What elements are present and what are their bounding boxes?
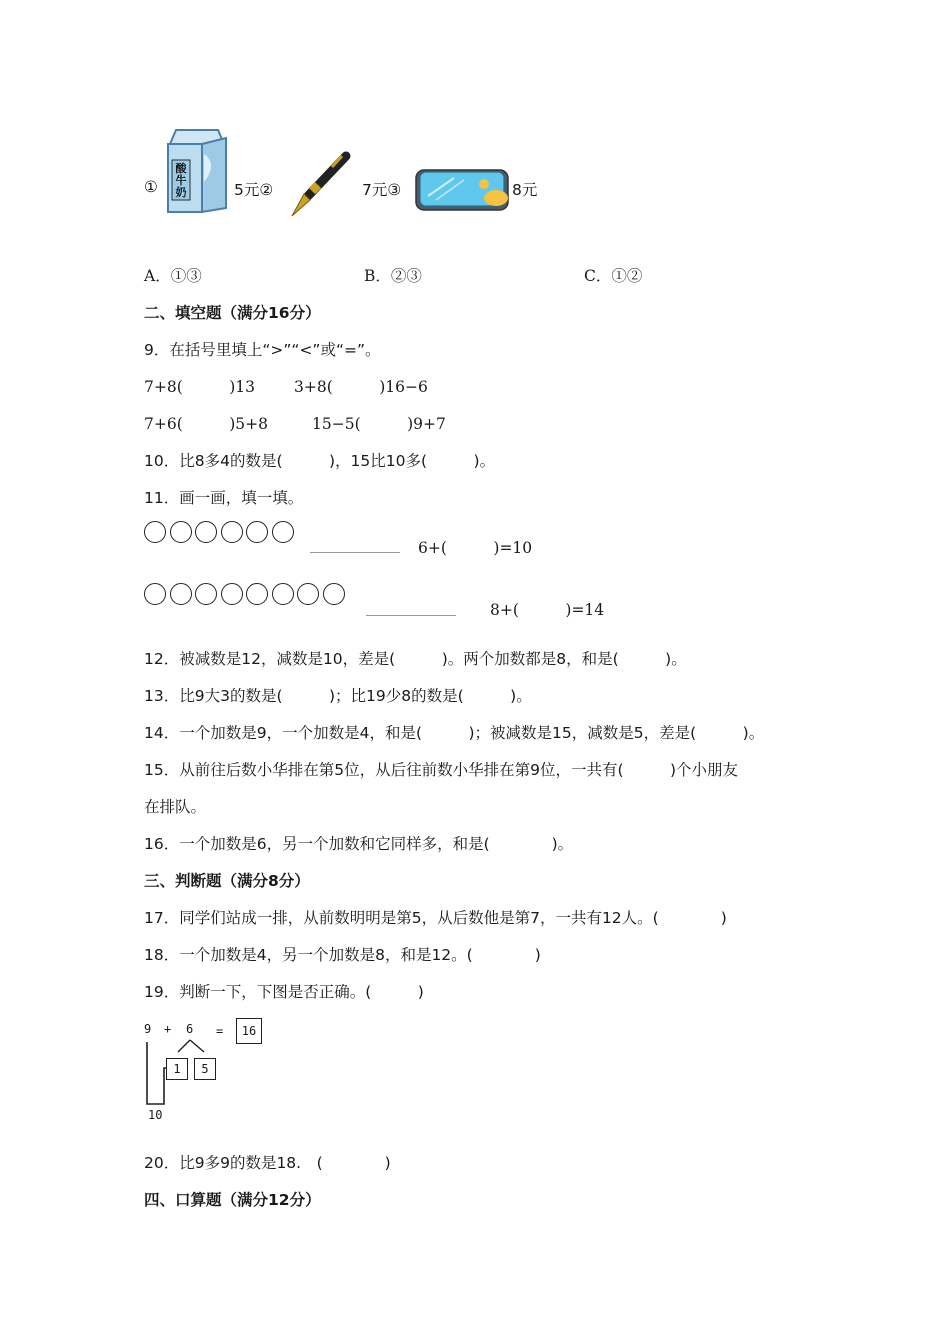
q10: 10．比8多4的数是( )，15比10多( )。: [144, 452, 496, 470]
circle: [246, 583, 268, 605]
item1-marker: ①: [144, 178, 158, 196]
item2-price: 7元③: [362, 181, 402, 199]
circle: [221, 583, 243, 605]
diagram-a: 9: [144, 1022, 152, 1036]
q9-row2-a: 7+6( )5+8: [144, 415, 269, 433]
circle: [195, 583, 217, 605]
q11-prompt: 11．画一画，填一填。: [144, 489, 304, 507]
option-a: A．①③: [144, 267, 202, 285]
fountain-pen-icon: [286, 148, 356, 222]
q11-answer-line-1: [310, 552, 400, 553]
q9-row2-b: 15−5( )9+7: [312, 415, 446, 433]
yogurt-carton-icon: [164, 124, 230, 216]
q11-circles-row2: [144, 583, 348, 609]
q19: 19．判断一下，下图是否正确。( ): [144, 983, 424, 1001]
q11-circles-row1: [144, 521, 297, 547]
section2-title: 二、填空题（满分16分）: [144, 304, 321, 322]
milk-label-3: 奶: [175, 186, 187, 199]
diagram-result-box: 16: [236, 1018, 262, 1044]
pencil-case-icon: [414, 166, 510, 216]
q9-row1-a: 7+8( )13: [144, 378, 256, 396]
diagram-split2-box: 5: [194, 1058, 216, 1080]
option-c: C．①②: [584, 267, 643, 285]
q15-line1: 15．从前往后数小华排在第5位，从后往前数小华排在第9位，一共有( )个小朋友: [144, 761, 739, 779]
diagram-b: 6: [186, 1022, 194, 1036]
q9-prompt: 9．在括号里填上“>”“<”或“=”。: [144, 341, 381, 359]
q9-row1-b: 3+8( )16−6: [294, 378, 428, 396]
section3-title: 三、判断题（满分8分）: [144, 872, 310, 890]
option-b: B．②③: [364, 267, 422, 285]
diagram-eq: =: [216, 1024, 224, 1038]
q19-diagram: [144, 1018, 284, 1128]
q18: 18．一个加数是4，另一个加数是8，和是12。( ): [144, 946, 541, 964]
diagram-plus: +: [164, 1022, 172, 1036]
milk-label-2: 牛: [175, 174, 187, 187]
circle: [144, 583, 166, 605]
item3-price: 8元: [512, 181, 538, 199]
diagram-ten: 10: [148, 1108, 163, 1122]
circle: [297, 583, 319, 605]
circle: [323, 583, 345, 605]
q15-line2: 在排队。: [144, 798, 207, 816]
q20: 20．比9多9的数是18. ( ): [144, 1154, 391, 1172]
circle: [170, 521, 192, 543]
circle: [170, 583, 192, 605]
milk-label-1: 酸: [175, 162, 187, 175]
q17: 17．同学们站成一排，从前数明明是第5，从后数他是第7，一共有12人。( ): [144, 909, 727, 927]
q11-answer-line-2: [366, 615, 456, 616]
diagram-split1-box: 1: [166, 1058, 188, 1080]
circle: [272, 583, 294, 605]
q16: 16．一个加数是6，另一个加数和它同样多，和是( )。: [144, 835, 574, 853]
q12: 12．被减数是12，减数是10，差是( )。两个加数都是8，和是( )。: [144, 650, 687, 668]
circle: [272, 521, 294, 543]
q14: 14．一个加数是9，一个加数是4，和是( )；被减数是15，减数是5，差是( )。: [144, 724, 765, 742]
circle: [195, 521, 217, 543]
circle: [246, 521, 268, 543]
circle: [221, 521, 243, 543]
circle: [144, 521, 166, 543]
q11-eq1: 6+( )=10: [418, 539, 533, 557]
q11-eq2: 8+( )=14: [490, 601, 605, 619]
item1-price: 5元②: [234, 181, 274, 199]
section4-title: 四、口算题（满分12分）: [144, 1191, 321, 1209]
q13: 13．比9大3的数是( )；比19少8的数是( )。: [144, 687, 532, 705]
